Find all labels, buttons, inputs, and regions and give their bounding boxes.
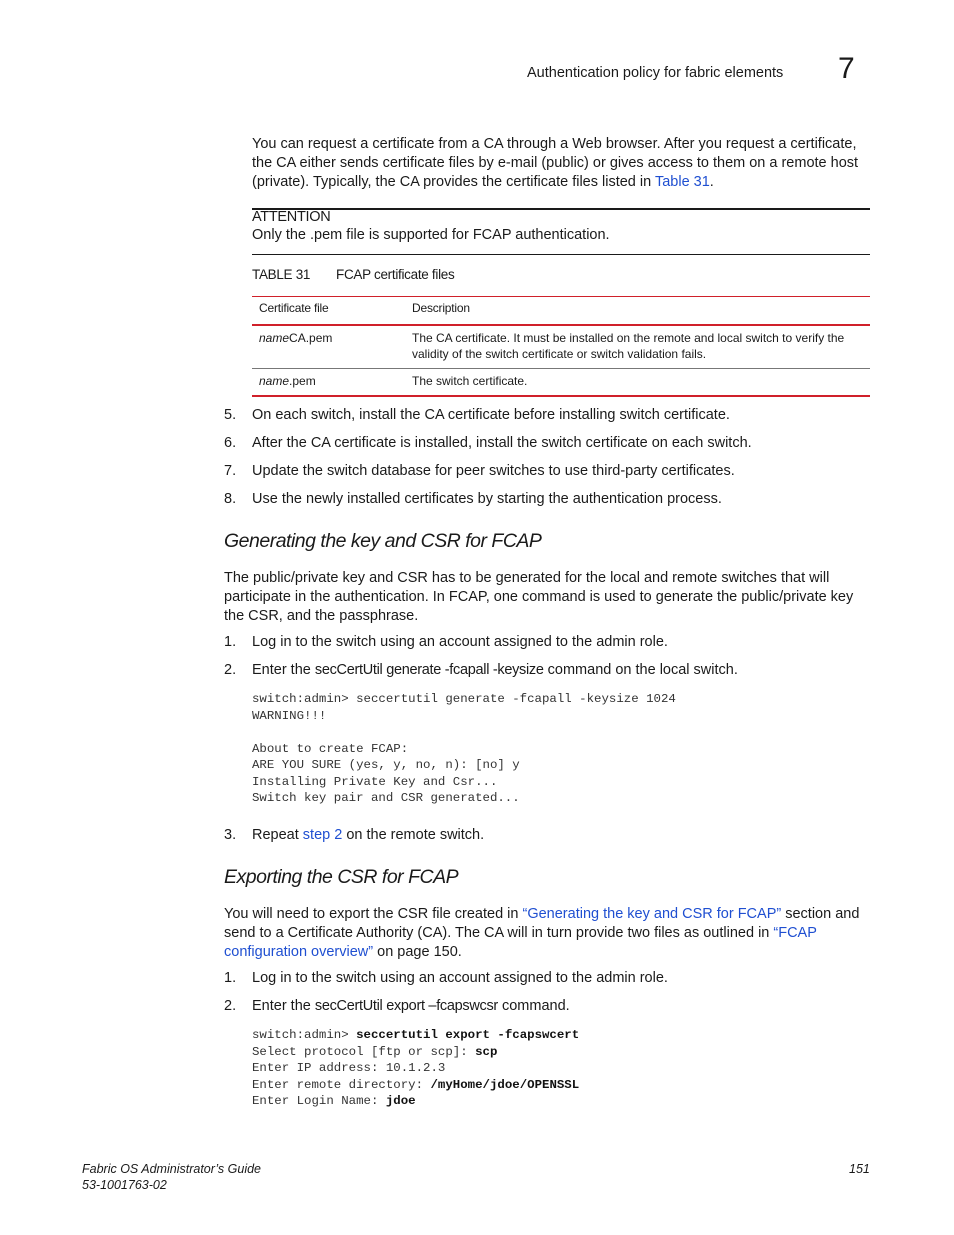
- section-heading-exporting: Exporting the CSR for FCAP: [224, 866, 459, 888]
- attention-label: ATTENTION: [252, 209, 331, 225]
- chapter-number: 7: [838, 52, 855, 85]
- certificate-file-cell: nameCA.pem: [259, 331, 333, 345]
- table-31-link[interactable]: Table 31: [654, 174, 710, 190]
- description-cell: The CA certificate. It must be installed on the remote and local switch to verify the validity of the switch certificate or switch validation fails.: [412, 331, 845, 361]
- code-block: switch:admin> seccertutil export -fcapswcert Select protocol [ftp or scp]: scp Enter IP address: 10.1.2.3 Enter remote directory: /myHome/jdoe/OPENSSL Enter Login Name: jdoe: [252, 1028, 580, 1108]
- table-header-row: [252, 297, 870, 326]
- fcap-certificate-table: [252, 296, 870, 397]
- footer-guide-title: Fabric OS Administrator’s Guide: [82, 1162, 261, 1176]
- intro-paragraph: You can request a certificate from a CA through a Web browser. After you request a certificate, the CA either sends certificate files by e-mail (public) or gives access to them on a remote host (private). Typically, the CA provides the certificate files listed in Table 31.: [252, 136, 859, 190]
- section-heading-generating: Generating the key and CSR for FCAP: [224, 530, 542, 552]
- table-title: FCAP certificate files: [336, 267, 455, 282]
- running-header-title: Authentication policy for fabric elements: [527, 65, 784, 81]
- footer-doc-number: 53-1001763-02: [82, 1178, 167, 1192]
- code-block: switch:admin> seccertutil generate -fcapall -keysize 1024 WARNING!!! About to create FCAP: ARE YOU SURE (yes, y, no, n): [no] y Installing Private Key and Csr... Switch key pair and CSR generated...: [252, 692, 676, 805]
- description-cell: The switch certificate.: [412, 374, 528, 388]
- table-row: [252, 325, 870, 369]
- step-2-link[interactable]: step 2: [302, 827, 343, 843]
- fcap-overview-link[interactable]: “FCAP configuration overview”: [224, 925, 817, 960]
- certificate-file-cell: name.pem: [259, 374, 316, 388]
- command-name: secCertUtil export –fcapswcsr: [314, 998, 498, 1014]
- command-name: secCertUtil generate -fcapall -keysize: [314, 662, 544, 678]
- attention-text: Only the .pem file is supported for FCAP authentication.: [252, 227, 610, 243]
- table-row: [252, 369, 870, 397]
- table-caption: [252, 267, 454, 282]
- table-label: TABLE 31: [252, 267, 311, 282]
- section-paragraph: The public/private key and CSR has to be generated for the local and remote switches that will participate in the authentication. In FCAP, one command is used to generate the public/private key the CSR, and the passphrase.: [224, 570, 854, 624]
- footer-page-number: 151: [849, 1162, 870, 1176]
- generating-section-link[interactable]: “Generating the key and CSR for FCAP”: [522, 906, 782, 922]
- section-paragraph: You will need to export the CSR file created in “Generating the key and CSR for FCAP” section and send to a Certificate Authority (CA). The CA will in turn provide two files as outlined in “FCAP configuration overview” on page 150.: [224, 906, 860, 960]
- column-header-certificate-file: Certificate file: [259, 301, 329, 315]
- column-header-description: Description: [412, 301, 470, 315]
